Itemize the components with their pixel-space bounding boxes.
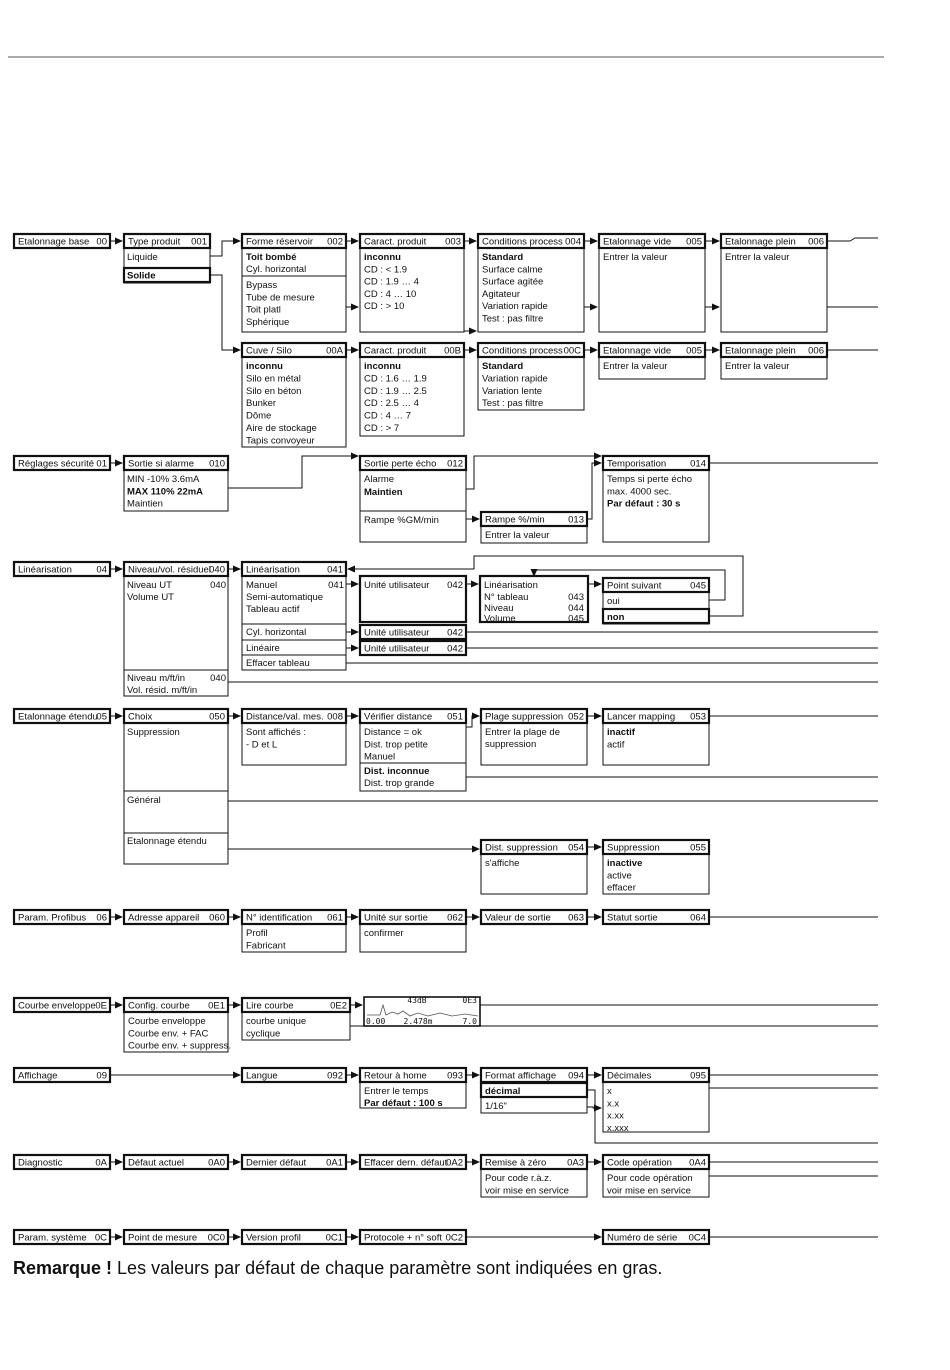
- effacer-dernier-defaut-code: 0A2: [446, 1157, 463, 1169]
- code-operation-option: voir mise en service: [607, 1185, 691, 1197]
- root-param-systeme-title: Param. système: [18, 1232, 87, 1244]
- code-operation-option: Pour code opération: [607, 1173, 693, 1184]
- format-affichage-code: 094: [568, 1070, 584, 1082]
- decimales-title: Décimales: [607, 1070, 652, 1082]
- remark-label: Remarque !: [13, 1258, 113, 1278]
- identification-title: N° identification: [246, 912, 313, 924]
- connector: [587, 1107, 601, 1108]
- version-profil-code: 0C1: [325, 1232, 343, 1244]
- lire-courbe-option: cyclique: [246, 1028, 281, 1040]
- cuve-silo-title: Cuve / Silo: [246, 345, 292, 357]
- decimales-option: x.xxx: [607, 1122, 629, 1134]
- rampe-title: Rampe %/min: [485, 514, 545, 526]
- caract-produit-003-option: CD : < 1.9: [364, 264, 408, 276]
- unite-utilisateur-b-title: Unité utilisateur: [364, 627, 430, 639]
- caract-produit-00b-option: CD : > 7: [364, 423, 400, 434]
- type-produit-option: Liquide: [127, 252, 158, 263]
- identification-code: 061: [327, 912, 343, 924]
- dernier-defaut-title: Dernier défaut: [246, 1157, 307, 1169]
- root-param-systeme-code: 0C: [94, 1232, 107, 1244]
- conditions-process-00c-code: 00C: [563, 345, 581, 357]
- point-suivant-title: Point suivant: [607, 580, 662, 592]
- config-courbe-option: Courbe env. + FAC: [128, 1028, 209, 1040]
- unite-utilisateur-code: 042: [447, 580, 463, 591]
- etalonnage-plein-006b-title: Etalonnage plein: [725, 345, 796, 357]
- root-affichage-code: 09: [96, 1070, 107, 1082]
- conditions-process-004-option: Surface agitée: [482, 276, 544, 288]
- distance-val-mes-code: 008: [327, 711, 343, 723]
- connector: [466, 716, 479, 727]
- root-param-profibus-title: Param. Profibus: [18, 912, 87, 924]
- root-reglages-securite-code: 01: [96, 458, 107, 470]
- verifier-distance-option: Dist. inconnue: [364, 766, 430, 777]
- unite-sur-sortie-title: Unité sur sortie: [364, 912, 428, 924]
- linearisation-table-code: 045: [568, 613, 584, 625]
- cuve-silo-option: Tapis convoyeur: [246, 435, 315, 447]
- identification-option: Fabricant: [246, 940, 286, 952]
- lire-courbe-option: courbe unique: [246, 1016, 307, 1027]
- linearisation-table-code: 044: [568, 602, 584, 614]
- sortie-alarme-option: MIN -10% 3.6mA: [127, 474, 200, 485]
- choix-title: Choix: [128, 711, 153, 723]
- dist-suppression-code: 054: [568, 842, 584, 854]
- unite-utilisateur-c-title: Unité utilisateur: [364, 643, 430, 655]
- sortie-alarme-option: Maintien: [127, 498, 163, 510]
- conditions-process-00c-option: Standard: [482, 361, 524, 372]
- unite-sur-sortie-text: confirmer: [364, 928, 404, 939]
- numero-de-serie-code: 0C4: [688, 1232, 706, 1244]
- linearisation-code: 041: [328, 580, 344, 591]
- caract-produit-00b-option: CD : 2.5 … 4: [364, 398, 419, 410]
- forme-reservoir-option: Toit platl: [246, 304, 281, 316]
- linearisation-option: Cyl. horizontal: [246, 627, 307, 638]
- caract-produit-003-option: CD : 4 … 10: [364, 288, 417, 300]
- etalonnage-plein-006-title: Etalonnage plein: [725, 236, 796, 248]
- etalonnage-vide-text: Entrer la valeur: [603, 361, 668, 372]
- suppression-055-option: active: [607, 870, 632, 882]
- remise-a-zero-title: Remise à zéro: [485, 1157, 547, 1169]
- connector: [228, 456, 358, 488]
- code-operation-code: 0A4: [689, 1157, 706, 1169]
- type-produit-title: Type produit: [128, 236, 181, 248]
- lancer-mapping-code: 053: [690, 711, 706, 723]
- decimales-code: 095: [690, 1070, 706, 1082]
- format-affichage-title: Format affichage: [485, 1070, 557, 1082]
- conditions-process-00c-title: Conditions process: [482, 345, 563, 357]
- conditions-process-00c-option: Variation rapide: [482, 373, 548, 385]
- point-de-mesure-code: 0C0: [207, 1232, 225, 1244]
- forme-reservoir-option: Bypass: [246, 280, 278, 291]
- etalonnage-vide-005-code: 005: [686, 236, 702, 248]
- conditions-process-004-option: Standard: [482, 252, 524, 263]
- format-affichage-option: décimal: [485, 1086, 521, 1097]
- rampe-code: 013: [568, 514, 584, 526]
- lire-courbe-title: Lire courbe: [246, 1000, 294, 1012]
- unite-utilisateur-b-code: 042: [447, 627, 463, 639]
- choix-option: Etalonnage étendu: [127, 836, 207, 847]
- forme-reservoir-option: Cyl. horizontal: [246, 264, 307, 275]
- plage-suppression-title: Plage suppression: [485, 711, 564, 723]
- plage-suppression-text: Entrer la plage de: [485, 727, 560, 738]
- config-courbe-option: Courbe enveloppe: [128, 1016, 206, 1027]
- verifier-distance-option: Distance = ok: [364, 727, 422, 738]
- plage-suppression-text: suppression: [485, 739, 537, 750]
- dist-suppression-text: s'affiche: [485, 858, 520, 869]
- choix-option: Suppression: [127, 727, 180, 738]
- identification-option: Profil: [246, 928, 268, 939]
- lancer-mapping-option: actif: [607, 739, 625, 751]
- cuve-silo-code: 00A: [326, 345, 343, 357]
- retour-home-title: Retour à home: [364, 1070, 427, 1082]
- niveau-vol-option: Volume UT: [127, 592, 174, 603]
- root-courbe-enveloppe-title: Courbe enveloppe: [18, 1000, 96, 1012]
- caract-produit-00b-title: Caract. produit: [364, 345, 427, 357]
- caract-produit-003-code: 003: [445, 236, 461, 248]
- remise-a-zero-option: Pour code r.à.z.: [485, 1173, 552, 1184]
- adresse-appareil-title: Adresse appareil: [128, 912, 200, 924]
- sortie-alarme-title: Sortie si alarme: [128, 458, 194, 470]
- suppression-055-option: effacer: [607, 882, 636, 894]
- distance-val-mes-option: Sont affichés :: [246, 727, 307, 738]
- etalonnage-vide-005b-code: 005: [686, 345, 702, 357]
- forme-reservoir-option: Toit bombé: [246, 252, 297, 263]
- root-etalonnage-base-title: Etalonnage base: [18, 236, 90, 248]
- decimales-option: x.xx: [607, 1110, 624, 1122]
- etalonnage-plein-text: Entrer la valeur: [725, 361, 790, 372]
- caract-produit-003-option: CD : > 10: [364, 301, 405, 313]
- screen-readout-right: 7.0: [462, 1017, 477, 1026]
- format-affichage-option: 1/16": [485, 1101, 507, 1112]
- defaut-actuel-title: Défaut actuel: [128, 1157, 184, 1169]
- verifier-distance-option: Dist. trop grande: [364, 778, 435, 789]
- conditions-process-004-code: 004: [565, 236, 581, 248]
- remark-note: [13, 1258, 662, 1279]
- connector: [587, 463, 601, 519]
- forme-reservoir-option: Tube de mesure: [246, 292, 315, 304]
- lancer-mapping-option: inactif: [607, 727, 635, 738]
- remark-text: Les valeurs par défaut de chaque paramètre sont indiquées en gras.: [117, 1258, 663, 1278]
- conditions-process-004-option: Test : pas filtre: [482, 313, 544, 325]
- plage-suppression-code: 052: [568, 711, 584, 723]
- etalonnage-vide-005b-title: Etalonnage vide: [603, 345, 672, 357]
- screen-readout-left: 0.00: [366, 1017, 386, 1026]
- niveau-vol-code: 040: [210, 580, 226, 591]
- dernier-defaut-code: 0A1: [326, 1157, 343, 1169]
- decimales-option: x.x: [607, 1098, 620, 1110]
- caract-produit-003-title: Caract. produit: [364, 236, 427, 248]
- connector: [827, 238, 878, 241]
- suppression-055-title: Suppression: [607, 842, 660, 854]
- suppression-055-option: inactive: [607, 858, 643, 869]
- linearisation-option: Linéaire: [246, 643, 280, 654]
- decimales-option: x: [607, 1086, 612, 1097]
- caract-produit-00b-option: CD : 4 … 7: [364, 410, 411, 422]
- cuve-silo-option: inconnu: [246, 361, 283, 372]
- root-diagnostic-code: 0A: [95, 1157, 107, 1169]
- config-courbe-option: Courbe env. + suppress.: [128, 1040, 232, 1052]
- point-suivant-option: non: [607, 612, 625, 623]
- linearisation-table-title: Linéarisation: [484, 580, 538, 591]
- screen-readout-code: 0E3: [462, 996, 477, 1005]
- temporisation-code: 014: [690, 458, 706, 470]
- point-de-mesure-title: Point de mesure: [128, 1232, 198, 1244]
- connector: [587, 1090, 878, 1143]
- retour-home-option: Entrer le temps: [364, 1086, 429, 1097]
- config-courbe-title: Config. courbe: [128, 1000, 190, 1012]
- sortie-alarme-code: 010: [209, 458, 225, 470]
- linearisation-option: Semi-automatique: [246, 592, 324, 603]
- screen-readout-top: 43dB: [407, 996, 427, 1005]
- distance-val-mes-option: - D et L: [246, 739, 278, 751]
- forme-reservoir-title: Forme réservoir: [246, 236, 314, 248]
- forme-reservoir-code: 002: [327, 236, 343, 248]
- sortie-perte-echo-code: 012: [447, 458, 463, 470]
- linearisation-option: Effacer tableau: [246, 658, 310, 669]
- etalonnage-plein-006-code: 006: [808, 236, 824, 248]
- caract-produit-003-option: CD : 1.9 … 4: [364, 276, 419, 288]
- numero-de-serie-title: Numéro de série: [607, 1232, 678, 1244]
- caract-produit-00b-option: CD : 1.9 … 2.5: [364, 385, 427, 397]
- niveau-vol-option: Vol. résid. m/ft/in: [127, 685, 198, 696]
- caract-produit-00b-option: inconnu: [364, 361, 401, 372]
- root-etalonnage-etendu-title: Etalonnage étendu: [18, 711, 98, 723]
- unite-utilisateur-title: Unité utilisateur: [364, 580, 430, 591]
- niveau-vol-option: Niveau UT: [127, 580, 172, 591]
- sortie-perte-echo-title: Sortie perte écho: [364, 458, 437, 470]
- cuve-silo-option: Aire de stockage: [246, 423, 317, 434]
- choix-option: Général: [127, 795, 161, 806]
- linearisation-041-title: Linéarisation: [246, 564, 300, 576]
- defaut-actuel-code: 0A0: [208, 1157, 225, 1169]
- linearisation-table-code: 043: [568, 592, 584, 603]
- root-linearisation-title: Linéarisation: [18, 564, 72, 576]
- root-courbe-enveloppe-code: 0E: [95, 1000, 107, 1012]
- cuve-silo-option: Dôme: [246, 410, 272, 422]
- root-etalonnage-etendu-code: 05: [96, 711, 107, 723]
- linearisation-option: Tableau actif: [246, 604, 300, 615]
- statut-sortie-code: 064: [690, 912, 706, 924]
- rampe-text: Entrer la valeur: [485, 530, 550, 541]
- point-suivant-option: oui: [607, 596, 620, 607]
- sortie-alarme-option: MAX 110% 22mA: [127, 486, 204, 498]
- connector: [210, 275, 240, 350]
- conditions-process-004-option: Surface calme: [482, 264, 543, 276]
- connector: [466, 456, 601, 489]
- root-affichage-title: Affichage: [18, 1070, 58, 1082]
- type-produit-option: Solide: [127, 270, 156, 282]
- etalonnage-plein-006b-code: 006: [808, 345, 824, 357]
- langue-title: Langue: [246, 1070, 278, 1082]
- niveau-vol-residuel-title: Niveau/vol. résiduel: [128, 564, 211, 576]
- valeur-de-sortie-title: Valeur de sortie: [485, 912, 551, 924]
- niveau-vol-option: Niveau m/ft/in: [127, 673, 186, 684]
- forme-reservoir-option: Sphérique: [246, 316, 290, 328]
- caract-produit-003-option: inconnu: [364, 252, 401, 263]
- cuve-silo-option: Silo en béton: [246, 385, 302, 397]
- caract-produit-00b-code: 00B: [444, 345, 461, 357]
- valeur-de-sortie-code: 063: [568, 912, 584, 924]
- lire-courbe-code: 0E2: [330, 1000, 347, 1012]
- linearisation-table-row: Volume: [484, 613, 516, 625]
- point-suivant-code: 045: [690, 580, 706, 592]
- code-operation-title: Code opération: [607, 1157, 672, 1169]
- root-diagnostic-title: Diagnostic: [18, 1157, 63, 1169]
- suppression-055-code: 055: [690, 842, 706, 854]
- linearisation-option: Manuel: [246, 580, 278, 591]
- cuve-silo-option: Bunker: [246, 398, 277, 410]
- temporisation-title: Temporisation: [607, 458, 667, 470]
- sortie-perte-option: Maintien: [364, 487, 403, 498]
- conditions-process-004-title: Conditions process: [482, 236, 563, 248]
- protocole-soft-title: Protocole + n° soft: [364, 1232, 442, 1244]
- verifier-distance-option: Dist. trop petite: [364, 739, 428, 751]
- lancer-mapping-title: Lancer mapping: [607, 711, 676, 723]
- verifier-distance-option: Manuel: [364, 751, 396, 763]
- conditions-process-00c-option: Test : pas filtre: [482, 398, 544, 410]
- unite-utilisateur-c-code: 042: [447, 643, 463, 655]
- linearisation-table-row: N° tableau: [484, 592, 529, 603]
- retour-home-option: Par défaut : 100 s: [364, 1098, 443, 1109]
- config-courbe-code: 0E1: [208, 1000, 225, 1012]
- niveau-vol-residuel-code: 040: [209, 564, 225, 576]
- etalonnage-plein-text: Entrer la valeur: [725, 252, 790, 263]
- verifier-distance-code: 051: [447, 711, 463, 723]
- conditions-process-004-option: Variation rapide: [482, 301, 548, 313]
- root-linearisation-code: 04: [96, 564, 107, 576]
- etalonnage-vide-005-title: Etalonnage vide: [603, 236, 672, 248]
- retour-home-code: 093: [447, 1070, 463, 1082]
- etalonnage-vide-text: Entrer la valeur: [603, 252, 668, 263]
- root-param-profibus-code: 06: [96, 912, 107, 924]
- sortie-perte-option: Rampe %GM/min: [364, 515, 439, 526]
- protocole-soft-code: 0C2: [445, 1232, 463, 1244]
- verifier-distance-title: Vérifier distance: [364, 711, 433, 723]
- version-profil-title: Version profil: [246, 1232, 301, 1244]
- screen-readout-mid: 2.478m: [403, 1017, 433, 1026]
- sortie-perte-option: Alarme: [364, 474, 395, 485]
- type-produit-code: 001: [191, 236, 207, 248]
- cuve-silo-option: Silo en métal: [246, 373, 301, 385]
- root-etalonnage-base-code: 00: [96, 236, 107, 248]
- unite-sur-sortie-code: 062: [447, 912, 463, 924]
- connector: [210, 241, 240, 256]
- langue-code: 092: [327, 1070, 343, 1082]
- distance-val-mes-title: Distance/val. mes.: [246, 711, 324, 723]
- statut-sortie-title: Statut sortie: [607, 912, 658, 924]
- remise-a-zero-code: 0A3: [567, 1157, 584, 1169]
- conditions-process-00c-option: Variation lente: [482, 385, 543, 397]
- conditions-process-004-option: Agitateur: [482, 288, 521, 300]
- caract-produit-00b-option: CD : 1.6 … 1.9: [364, 373, 427, 385]
- linearisation-041-code: 041: [327, 564, 343, 576]
- root-reglages-securite-title: Réglages sécurité: [18, 458, 95, 470]
- temporisation-option: max. 4000 sec.: [607, 486, 672, 498]
- dist-suppression-title: Dist. suppression: [485, 842, 558, 854]
- effacer-dernier-defaut-title: Effacer dern. défaut: [364, 1157, 448, 1169]
- temporisation-option: Par défaut : 30 s: [607, 498, 681, 510]
- niveau-vol-code: 040: [210, 673, 226, 684]
- linearisation-table-row: Niveau: [484, 602, 514, 614]
- temporisation-option: Temps si perte écho: [607, 474, 693, 485]
- remise-a-zero-option: voir mise en service: [485, 1185, 569, 1197]
- adresse-appareil-code: 060: [209, 912, 225, 924]
- choix-code: 050: [209, 711, 225, 723]
